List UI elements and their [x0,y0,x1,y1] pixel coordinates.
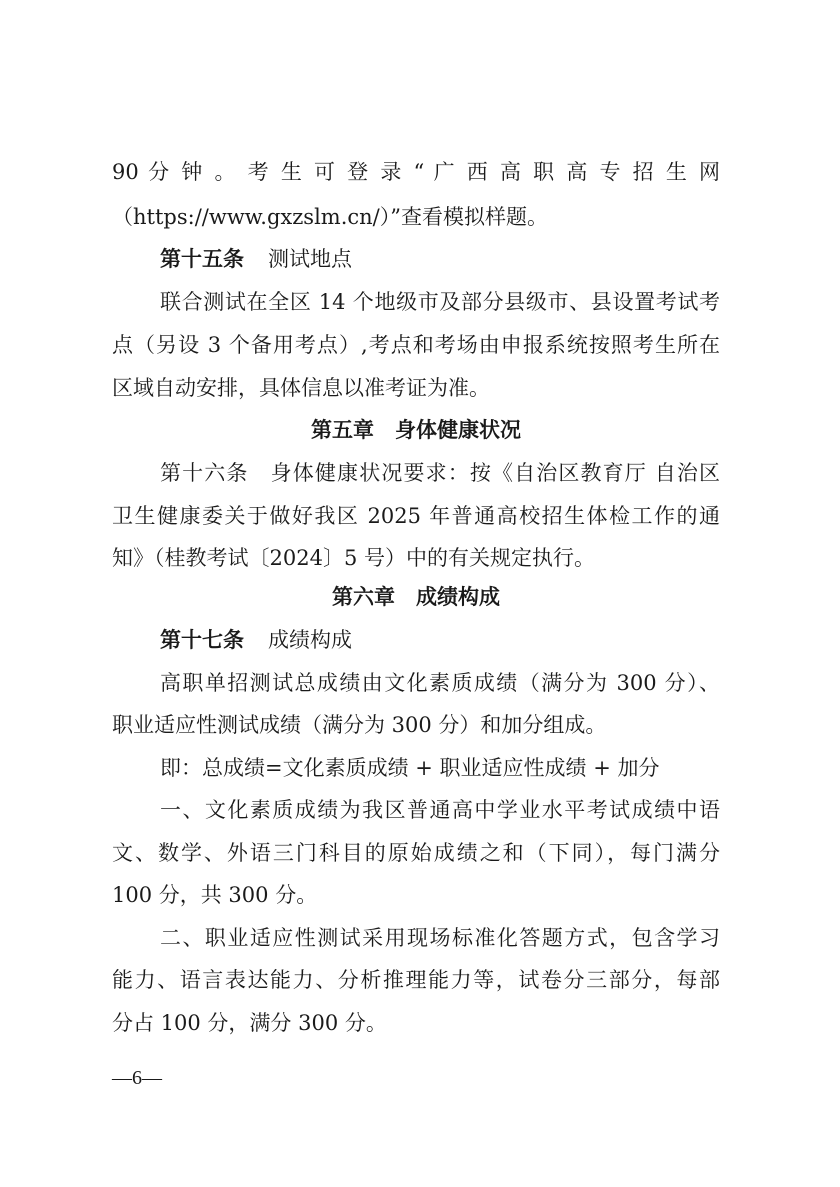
article-15-heading [160,247,720,273]
paragraph-line: 卫生健康委关于做好我区 2025 年普通高校招生体检工作的通 [112,504,720,528]
article-title: 第十五条 [160,247,244,271]
paragraph-line: 100 分，共 300 分。 [112,883,318,907]
paragraph-line: 文、数学、外语三门科目的原始成绩之和（下同），每门满分 [112,841,720,865]
page-number: —6— [112,1067,162,1089]
article-subject: 成绩构成 [268,628,352,652]
paragraph-line: 90 分 钟 。 考 生 可 登 录 “ 广 西 高 职 高 专 招 生 网 [112,160,720,184]
paragraph-line: 高职单招测试总成绩由文化素质成绩（满分为 300 分）、 [160,671,720,695]
article-title: 第十七条 [160,628,244,652]
chapter-6-heading: 第六章 成绩构成 [332,585,500,609]
paragraph-line: 职业适应性测试成绩（满分为 300 分）和加分组成。 [112,713,607,737]
article-17-heading [160,628,720,654]
paragraph-line: 一、文化素质成绩为我区普通高中学业水平考试成绩中语 [160,798,720,822]
paragraph-line: 点（另设 3 个备用考点）,考点和考场由申报系统按照考生所在 [112,333,720,357]
article-subject: 测试地点 [268,247,352,271]
paragraph-line: 第十六条 身体健康状况要求：按《自治区教育厅 自治区 [160,461,720,485]
paragraph-line: 分占 100 分，满分 300 分。 [112,1011,387,1035]
chapter-5-heading: 第五章 身体健康状况 [311,418,521,442]
paragraph-line: 能力、语言表达能力、分析推理能力等，试卷分三部分，每部 [112,968,720,992]
paragraph-line: 区域自动安排，具体信息以准考证为准。 [112,376,490,400]
paragraph-line: 知》（桂教考试〔2024〕5 号）中的有关规定执行。 [112,546,595,570]
paragraph-line: 二、职业适应性测试采用现场标准化答题方式，包含学习 [160,926,720,950]
paragraph-line: （https://www.gxzslm.cn/）”查看模拟样题。 [112,205,548,229]
formula-line: 即：总成绩=文化素质成绩 + 职业适应性成绩 + 加分 [160,756,660,780]
paragraph-line: 联合测试在全区 14 个地级市及部分县级市、县设置考试考 [160,290,720,314]
